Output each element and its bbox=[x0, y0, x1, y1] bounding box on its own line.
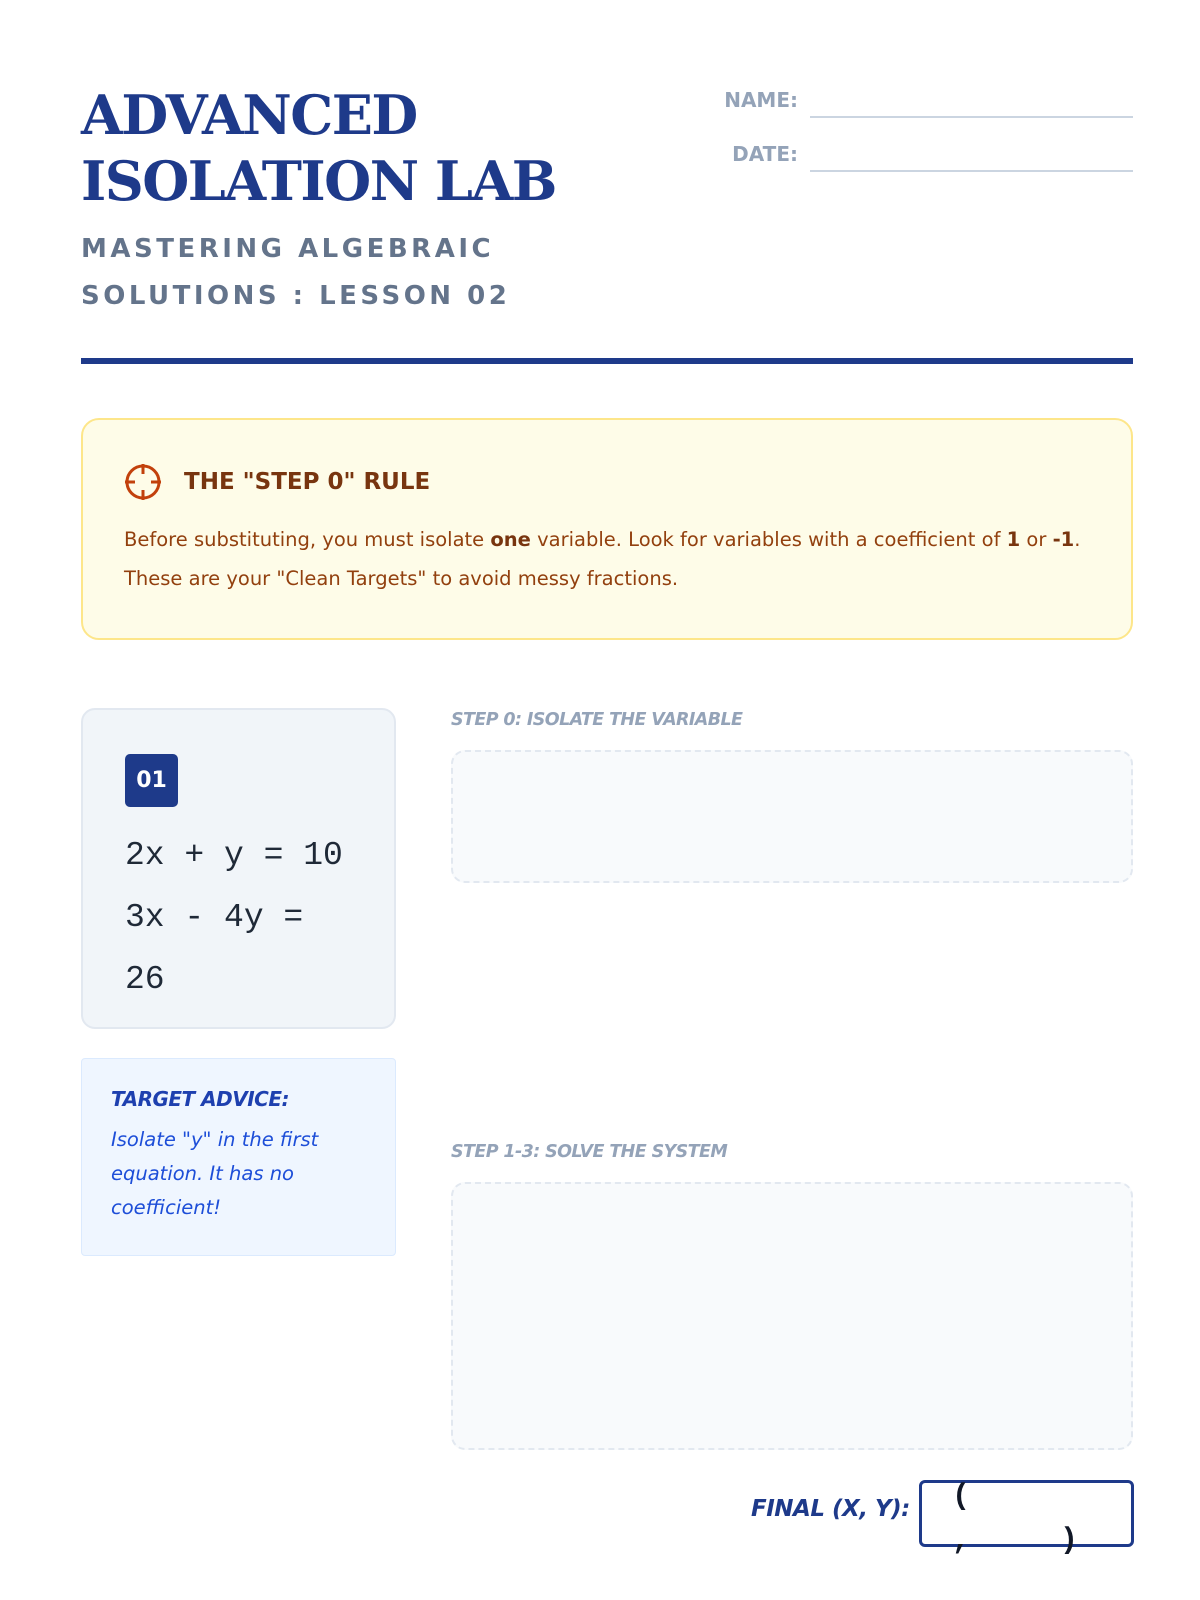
step-1-3-label: STEP 1-3: SOLVE THE SYSTEM bbox=[451, 1142, 728, 1162]
rule-text-part-3: or bbox=[1020, 528, 1053, 551]
date-field-line[interactable] bbox=[810, 170, 1133, 172]
rule-text-part-4: . These are your "Clean Targets" to avoid messy fractions. bbox=[124, 528, 1081, 590]
rule-text-bold-one: one bbox=[490, 528, 531, 551]
equation-2: 3x - 4y = 26 bbox=[125, 899, 304, 998]
rule-title: THE "STEP 0" RULE bbox=[184, 469, 431, 495]
title-line-1: ADVANCED bbox=[81, 83, 417, 147]
step-0-work-area[interactable] bbox=[451, 750, 1133, 883]
advice-text: Isolate "y" in the first equation. It has no coefficient! bbox=[111, 1128, 319, 1219]
rule-heading bbox=[124, 462, 1091, 502]
final-answer-label: FINAL (X, Y): bbox=[751, 1496, 910, 1522]
step-1-3-work-area[interactable] bbox=[451, 1182, 1133, 1450]
step-zero-rule-callout bbox=[81, 418, 1133, 640]
rule-description bbox=[124, 520, 1091, 598]
header-divider bbox=[81, 358, 1133, 364]
final-answer-box[interactable] bbox=[919, 1480, 1134, 1558]
problem-card bbox=[81, 708, 396, 1029]
date-row bbox=[713, 140, 1133, 194]
equation-1: 2x + y = 10 bbox=[125, 837, 343, 874]
name-label: NAME: bbox=[724, 88, 798, 112]
student-info bbox=[713, 86, 1133, 194]
advice-title: TARGET ADVICE: bbox=[111, 1087, 289, 1111]
rule-text-part-1: Before substituting, you must isolate bbox=[124, 528, 491, 551]
target-advice-box bbox=[81, 1058, 396, 1256]
page-subtitle: MASTERING ALGEBRAIC SOLUTIONS : LESSON 02 bbox=[81, 234, 511, 311]
crosshair-icon bbox=[124, 463, 162, 501]
worksheet-page bbox=[81, 0, 1133, 1600]
name-field-line[interactable] bbox=[810, 116, 1133, 118]
step-0-label: STEP 0: ISOLATE THE VARIABLE bbox=[451, 710, 743, 730]
problem-number-badge: 01 bbox=[125, 754, 178, 807]
title-line-2: ISOLATION LAB bbox=[81, 149, 556, 213]
rule-text-part-2: variable. Look for variables with a coefficient of bbox=[530, 528, 1007, 551]
final-answer-template: ( , ) bbox=[952, 1480, 1079, 1558]
name-row bbox=[713, 86, 1133, 140]
rule-text-bold-minus-1: -1 bbox=[1052, 528, 1075, 551]
page-title bbox=[81, 82, 556, 214]
date-label: DATE: bbox=[732, 142, 798, 166]
rule-text-bold-1: 1 bbox=[1006, 528, 1021, 551]
